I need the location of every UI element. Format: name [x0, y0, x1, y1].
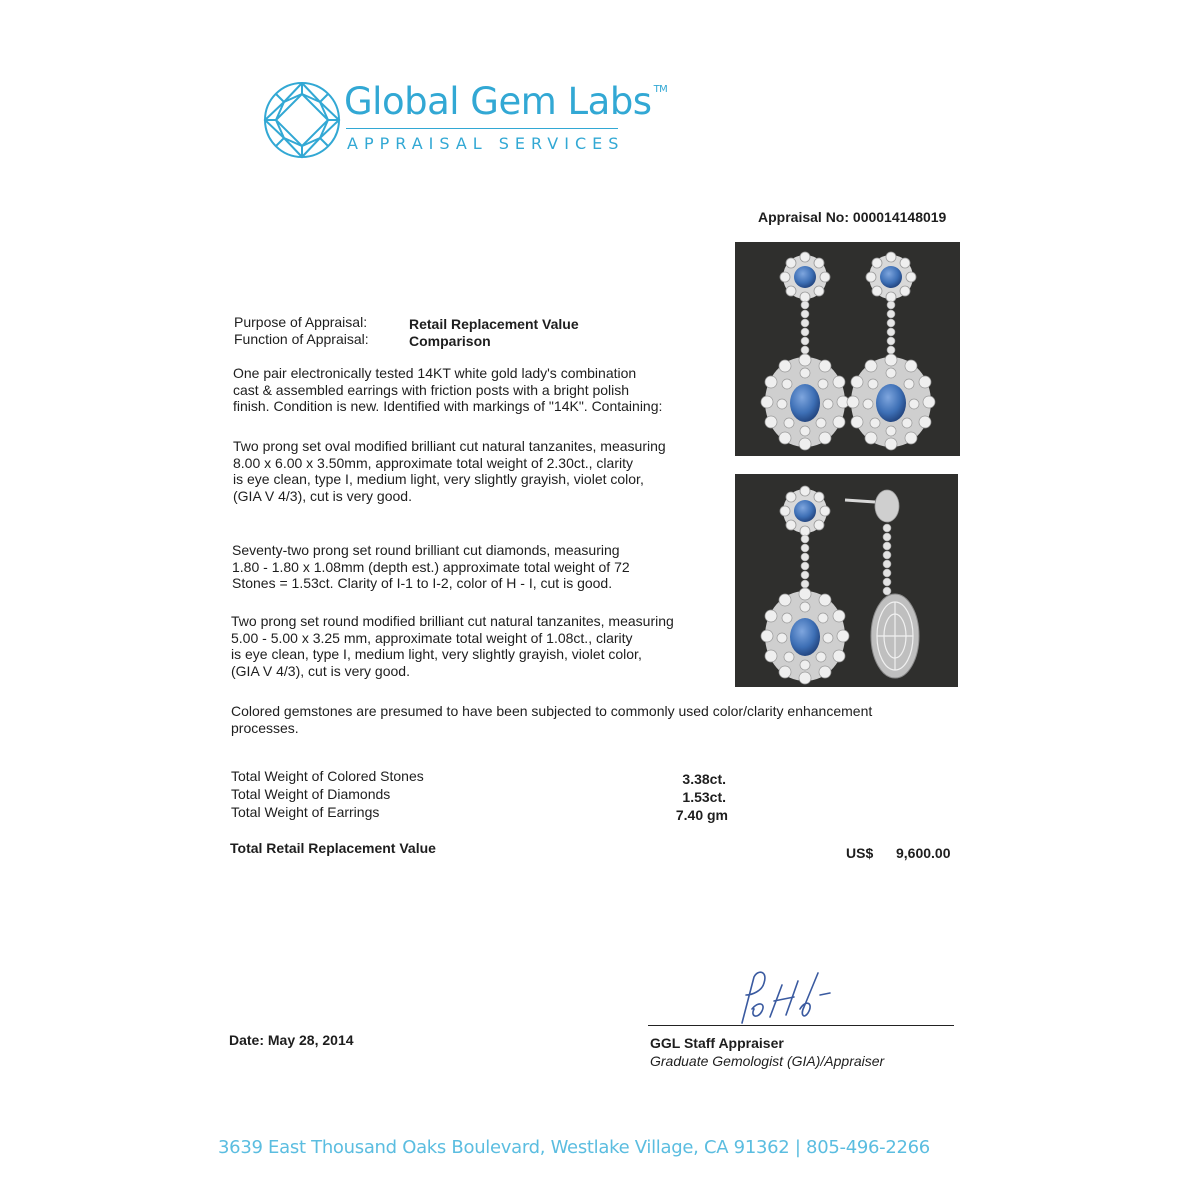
- text-line: processes.: [231, 719, 299, 736]
- text-line: finish. Condition is new. Identified with markings of "14K". Containing:: [233, 398, 663, 414]
- text-line: (GIA V 4/3), cut is very good.: [233, 487, 412, 504]
- text-line: Two prong set round modified brilliant cut natural tanzanites, measuring: [231, 613, 674, 629]
- text-line: is eye clean, type I, medium light, very slightly grayish, violet color,: [231, 646, 642, 662]
- retail-value-label: Total Retail Replacement Value: [230, 840, 436, 856]
- total-diamonds-label: Total Weight of Diamonds: [231, 786, 391, 802]
- signature-icon: [722, 965, 842, 1027]
- earrings-side-photo-icon: [735, 474, 958, 687]
- footer-address: 3639 East Thousand Oaks Boulevard, Westlake Village, CA 91362 | 805-496-2266: [218, 1137, 930, 1158]
- appraisal-number: Appraisal No: 000014148019: [758, 209, 947, 225]
- retail-currency: US$: [846, 845, 874, 861]
- earrings-front-photo: [735, 242, 960, 456]
- purpose-value: Retail Replacement Value: [409, 316, 579, 332]
- earrings-side-photo: [735, 474, 958, 687]
- total-diamonds-value: 1.53ct.: [682, 789, 726, 805]
- text-line: One pair electronically tested 14KT white gold lady's combination: [233, 365, 637, 381]
- appraiser-title: GGL Staff Appraiser: [650, 1035, 784, 1051]
- text-line: Two prong set oval modified brilliant cut natural tanzanites, measuring: [233, 438, 666, 454]
- tanzanite-oval-description: [233, 438, 666, 504]
- text-line: 1.80 - 1.80 x 1.08mm (depth est.) approximate total weight of 72: [232, 558, 630, 575]
- text-line: Seventy-two prong set round brilliant cut diamonds, measuring: [232, 542, 620, 558]
- function-value: Comparison: [409, 333, 491, 349]
- brand-name: Global Gem Labs ™: [344, 80, 668, 123]
- function-label: Function of Appraisal:: [234, 331, 369, 347]
- text-line: 5.00 - 5.00 x 3.25 mm, approximate total weight of 1.08ct., clarity: [231, 629, 633, 646]
- purpose-label: Purpose of Appraisal:: [234, 314, 368, 330]
- brand-divider: [346, 128, 618, 129]
- appraiser-credential: Graduate Gemologist (GIA)/Appraiser: [650, 1053, 885, 1069]
- diamonds-description: [232, 542, 630, 592]
- text-line: (GIA V 4/3), cut is very good.: [231, 662, 410, 679]
- brand-trademark: TM: [653, 84, 668, 95]
- text-line: 8.00 x 6.00 x 3.50mm, approximate total weight of 2.30ct., clarity: [233, 454, 633, 471]
- tanzanite-round-description: [231, 613, 674, 679]
- earrings-front-photo-icon: [735, 242, 960, 456]
- text-line: cast & assembled earrings with friction posts with a bright polish: [233, 381, 630, 398]
- text-line: is eye clean, type I, medium light, very slightly grayish, violet color,: [233, 471, 644, 487]
- brand-subtitle: APPRAISAL SERVICES: [347, 134, 625, 153]
- total-earrings-value: 7.40 gm: [675, 807, 728, 823]
- text-line: Stones = 1.53ct. Clarity of I-1 to I-2, color of H - I, cut is good.: [232, 575, 613, 591]
- text-line: Colored gemstones are presumed to have been subjected to commonly used color/clarity enhancement: [231, 703, 873, 719]
- retail-value-amount: 9,600.00: [896, 845, 951, 861]
- total-earrings-label: Total Weight of Earrings: [231, 804, 380, 820]
- enhancement-notice: [231, 703, 872, 736]
- faceted-gem-icon: [262, 80, 342, 160]
- total-colored-stones-label: Total Weight of Colored Stones: [231, 768, 424, 784]
- appraisal-date: Date: May 28, 2014: [229, 1032, 354, 1048]
- item-description: [233, 365, 662, 415]
- signature-line: [648, 1025, 954, 1026]
- total-colored-stones-value: 3.38ct.: [682, 771, 726, 787]
